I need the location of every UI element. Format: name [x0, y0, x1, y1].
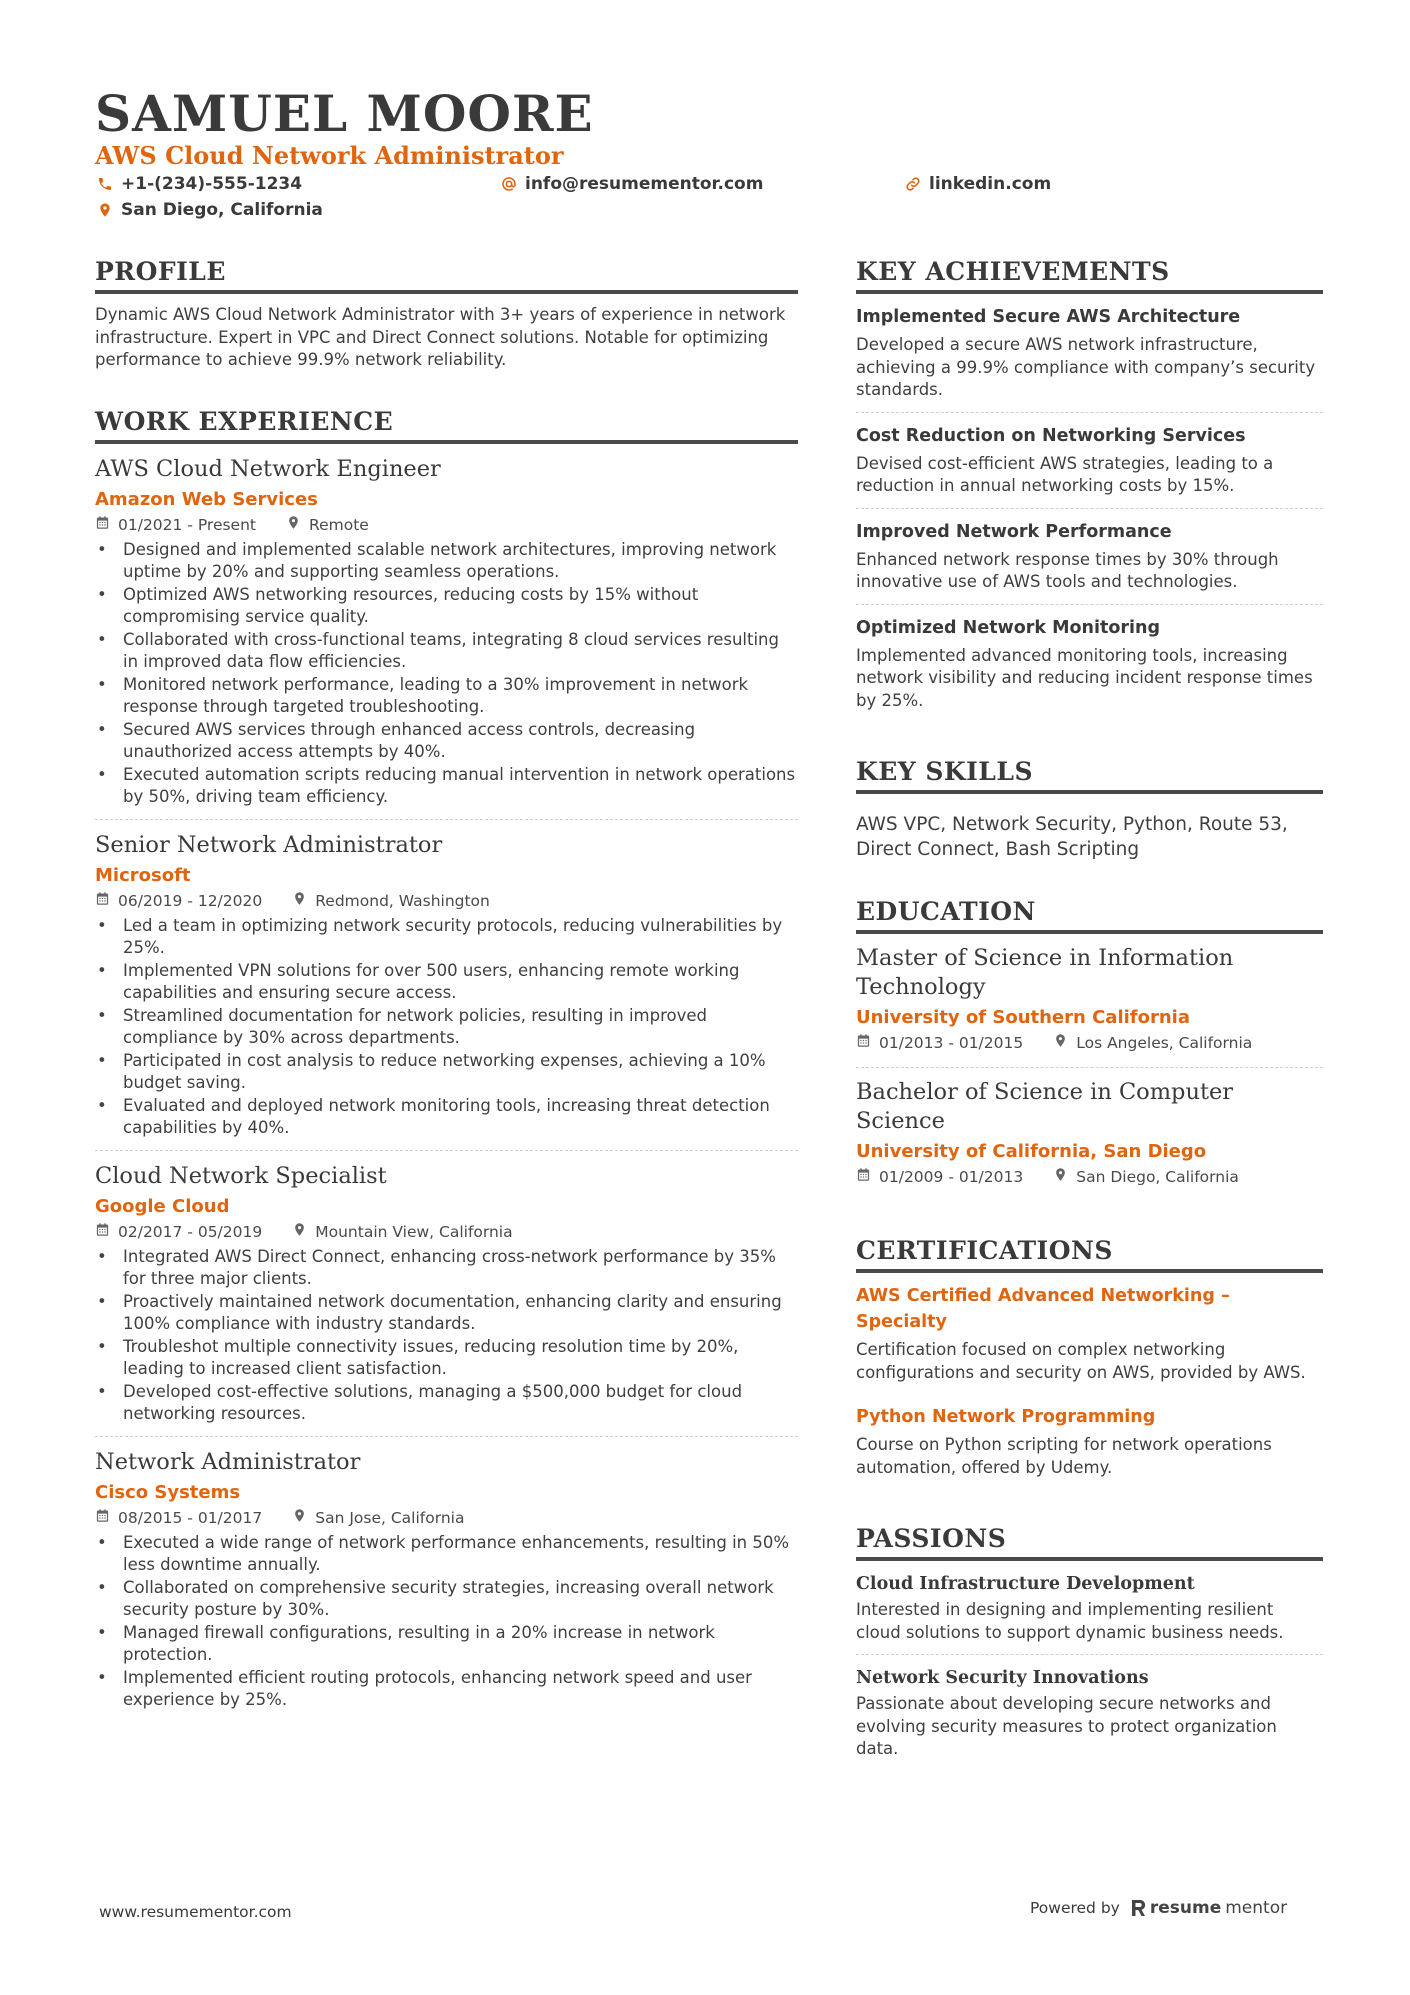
calendar-icon	[95, 890, 110, 912]
passion-text: Interested in designing and implementing resilient cloud solutions to support dynamic business needs.	[856, 1600, 1284, 1642]
link-icon	[905, 176, 921, 192]
date-range: 01/2013 - 01/2015	[879, 1034, 1024, 1052]
school-name: University of California, San Diego	[856, 1141, 1207, 1162]
passion-title: Network Security Innovations	[856, 1668, 1149, 1688]
brand-name-part2: mentor	[1225, 1898, 1288, 1918]
profile-summary: Dynamic AWS Cloud Network Administrator with 3+ years of experience in network infrastructure. Expert in VPC and Direct Connect solutions. Notable for optimizing performance to achieve 99.9% network reliability.	[95, 305, 786, 369]
passion-item	[856, 1665, 1323, 1771]
location: Redmond, Washington	[315, 891, 490, 910]
bullet-item: • Executed automation scripts reducing manual intervention in network operations by 50%, driving team efficiency.	[95, 764, 798, 809]
company-name: Microsoft	[95, 864, 191, 886]
company-name: Amazon Web Services	[95, 488, 318, 510]
achievement-title: Cost Reduction on Networking Services	[856, 425, 1246, 446]
achievement-item	[856, 304, 1323, 413]
company-name: Cisco Systems	[95, 1481, 241, 1503]
brand-name-part1: resume	[1149, 1898, 1222, 1918]
education-section	[856, 896, 1323, 1201]
section-title: EDUCATION	[856, 896, 1323, 934]
contact-email[interactable]	[501, 173, 763, 195]
job-title: Network Administrator	[95, 1448, 361, 1475]
location-pin-icon	[97, 202, 113, 218]
calendar-icon	[95, 1507, 110, 1529]
achievement-title: Implemented Secure AWS Architecture	[856, 307, 1241, 327]
job-entry	[95, 830, 798, 1151]
bullet-item: • Integrated AWS Direct Connect, enhancing cross-network performance by 35% for three major clients.	[95, 1246, 798, 1291]
achievement-item	[856, 615, 1323, 723]
contact-linkedin[interactable]	[905, 173, 1051, 195]
location: Los Angeles, California	[1076, 1034, 1253, 1052]
profile-section	[95, 256, 798, 372]
section-title: CERTIFICATIONS	[856, 1235, 1323, 1273]
job-bullets	[95, 1532, 798, 1712]
certifications-section	[856, 1235, 1323, 1489]
meta-row	[95, 890, 798, 912]
resumementor-logo-icon	[1130, 1899, 1146, 1917]
passion-text: Passionate about developing secure networks and evolving security measures to protect organization data.	[856, 1694, 1277, 1758]
achievement-text: Developed a secure AWS network infrastructure, achieving a 99.9% compliance with company’s security standards.	[856, 335, 1316, 399]
calendar-icon	[95, 514, 110, 536]
at-icon	[501, 176, 517, 192]
bullet-item: • Streamlined documentation for network policies, resulting in improved compliance by 30% across departments.	[95, 1005, 798, 1050]
location: Mountain View, California	[315, 1222, 513, 1241]
education-item	[856, 944, 1323, 1068]
bullet-item: • Evaluated and deployed network monitoring tools, increasing threat detection capabilities by 40%.	[95, 1095, 798, 1140]
bullet-item: • Secured AWS services through enhanced access controls, decreasing unauthorized access attempts by 40%.	[95, 719, 798, 764]
passions-section	[856, 1523, 1323, 1771]
passion-title: Cloud Infrastructure Development	[856, 1574, 1195, 1594]
job-entry	[95, 1447, 798, 1722]
job-entry	[95, 454, 798, 820]
achievement-title: Optimized Network Monitoring	[856, 617, 1161, 638]
left-column	[95, 256, 798, 1756]
passion-list	[856, 1571, 1323, 1771]
achievement-item	[856, 423, 1323, 509]
certification-item	[856, 1283, 1323, 1394]
candidate-title: AWS Cloud Network Administrator	[95, 141, 564, 170]
meta-row	[95, 1221, 798, 1243]
meta-row	[856, 1166, 1323, 1188]
experience-section	[95, 406, 798, 1722]
bullet-item: • Developed cost-effective solutions, managing a $500,000 budget for cloud networking resources.	[95, 1381, 798, 1426]
brand-logo[interactable]	[1130, 1898, 1287, 1918]
job-title: AWS Cloud Network Engineer	[95, 455, 441, 482]
location: Remote	[309, 515, 369, 534]
date-range: 01/2021 - Present	[118, 515, 256, 534]
footer-powered	[1030, 1898, 1287, 1918]
achievement-text: Implemented advanced monitoring tools, increasing network visibility and reducing incident response times by 25%.	[856, 645, 1313, 710]
meta-row	[95, 1507, 798, 1529]
bullet-item: • Participated in cost analysis to reduce networking expenses, achieving a 10% budget saving.	[95, 1050, 798, 1095]
certification-text: Course on Python scripting for network operations automation, offered by Udemy.	[856, 1435, 1272, 1477]
bullet-item: • Implemented efficient routing protocols, enhancing network speed and user experience by 25%.	[95, 1667, 798, 1712]
certification-title: AWS Certified Advanced Networking – Specialty	[856, 1286, 1230, 1332]
bullet-item: • Troubleshot multiple connectivity issues, reducing resolution time by 20%, leading to increased client satisfaction.	[95, 1336, 798, 1381]
phone-icon	[97, 176, 113, 192]
location: San Diego, California	[1076, 1168, 1239, 1186]
location-pin-icon	[286, 514, 301, 536]
bullet-item: • Executed a wide range of network performance enhancements, resulting in 50% less downtime annually.	[95, 1532, 798, 1577]
achievement-title: Improved Network Performance	[856, 521, 1172, 542]
skills-list: AWS VPC, Network Security, Python, Route 53, Direct Connect, Bash Scripting	[856, 814, 1288, 860]
bullet-item: • Collaborated on comprehensive security strategies, increasing overall network security posture by 30%.	[95, 1577, 798, 1622]
company-name: Google Cloud	[95, 1195, 230, 1217]
meta-row	[856, 1032, 1323, 1054]
section-title: KEY ACHIEVEMENTS	[856, 256, 1323, 294]
location-pin-icon	[1053, 1032, 1068, 1054]
date-range: 02/2017 - 05/2019	[118, 1222, 263, 1241]
location-pin-icon	[292, 890, 307, 912]
date-range: 01/2009 - 01/2013	[879, 1168, 1024, 1186]
achievements-section	[856, 256, 1323, 722]
linkedin-link[interactable]: linkedin.com	[929, 174, 1052, 194]
location-pin-icon	[292, 1221, 307, 1243]
achievement-list	[856, 304, 1323, 722]
bullet-item: • Monitored network performance, leading to a 30% improvement in network response through targeted troubleshooting.	[95, 674, 798, 719]
certification-list	[856, 1283, 1323, 1489]
job-entry	[95, 1161, 798, 1437]
bullet-item: • Implemented VPN solutions for over 500 users, enhancing remote working capabilities and ensuring secure access.	[95, 960, 798, 1005]
achievement-text: Enhanced network response times by 30% through innovative use of AWS tools and technologies.	[856, 549, 1279, 591]
location: San Jose, California	[315, 1508, 465, 1527]
job-bullets	[95, 915, 798, 1140]
email-link[interactable]: info@resumementor.com	[525, 174, 764, 194]
job-title: Cloud Network Specialist	[95, 1162, 387, 1189]
calendar-icon	[95, 1221, 110, 1243]
certification-text: Certification focused on complex networking configurations and security on AWS, provided by AWS.	[856, 1340, 1306, 1382]
bullet-item: • Proactively maintained network documentation, enhancing clarity and ensuring 100% compliance with industry standards.	[95, 1291, 798, 1336]
job-title: Senior Network Administrator	[95, 831, 443, 858]
job-list	[95, 454, 798, 1722]
passion-item	[856, 1571, 1323, 1655]
phone-text: +1-(234)-555-1234	[121, 174, 303, 194]
location-pin-icon	[292, 1507, 307, 1529]
section-title: WORK EXPERIENCE	[95, 406, 798, 444]
job-bullets	[95, 539, 798, 809]
contact-phone	[97, 173, 302, 195]
calendar-icon	[856, 1166, 871, 1188]
location-text: San Diego, California	[121, 200, 323, 220]
powered-by-label: Powered by	[1030, 1899, 1120, 1917]
degree-title: Master of Science in Information Technology	[856, 945, 1234, 1000]
date-range: 08/2015 - 01/2017	[118, 1508, 263, 1527]
section-title: PROFILE	[95, 256, 798, 294]
school-name: University of Southern California	[856, 1007, 1191, 1028]
location-pin-icon	[1053, 1166, 1068, 1188]
achievement-text: Devised cost-efficient AWS strategies, leading to a reduction in annual networking costs by 15%.	[856, 453, 1274, 495]
right-column	[856, 256, 1323, 1805]
section-title: PASSIONS	[856, 1523, 1323, 1561]
bullet-item: • Optimized AWS networking resources, reducing costs by 15% without compromising service quality.	[95, 584, 798, 629]
degree-title: Bachelor of Science in Computer Science	[856, 1079, 1234, 1134]
certification-item	[856, 1404, 1323, 1489]
bullet-item: • Managed firewall configurations, resulting in a 20% increase in network protection.	[95, 1622, 798, 1667]
footer-website[interactable]: www.resumementor.com	[99, 1903, 292, 1921]
achievement-item	[856, 519, 1323, 605]
bullet-item: • Collaborated with cross-functional teams, integrating 8 cloud services resulting in improved data flow efficiencies.	[95, 629, 798, 674]
certification-title: Python Network Programming	[856, 1407, 1156, 1427]
meta-row	[95, 514, 798, 536]
section-title: KEY SKILLS	[856, 756, 1323, 794]
education-list	[856, 944, 1323, 1201]
bullet-item: • Designed and implemented scalable network architectures, improving network uptime by 20% and supporting seamless operations.	[95, 539, 798, 584]
calendar-icon	[856, 1032, 871, 1054]
date-range: 06/2019 - 12/2020	[118, 891, 263, 910]
candidate-name: SAMUEL MOORE	[95, 84, 594, 143]
skills-section	[856, 756, 1323, 862]
bullet-item: • Led a team in optimizing network security protocols, reducing vulnerabilities by 25%.	[95, 915, 798, 960]
education-item	[856, 1078, 1323, 1201]
contact-location	[97, 199, 323, 221]
job-bullets	[95, 1246, 798, 1426]
